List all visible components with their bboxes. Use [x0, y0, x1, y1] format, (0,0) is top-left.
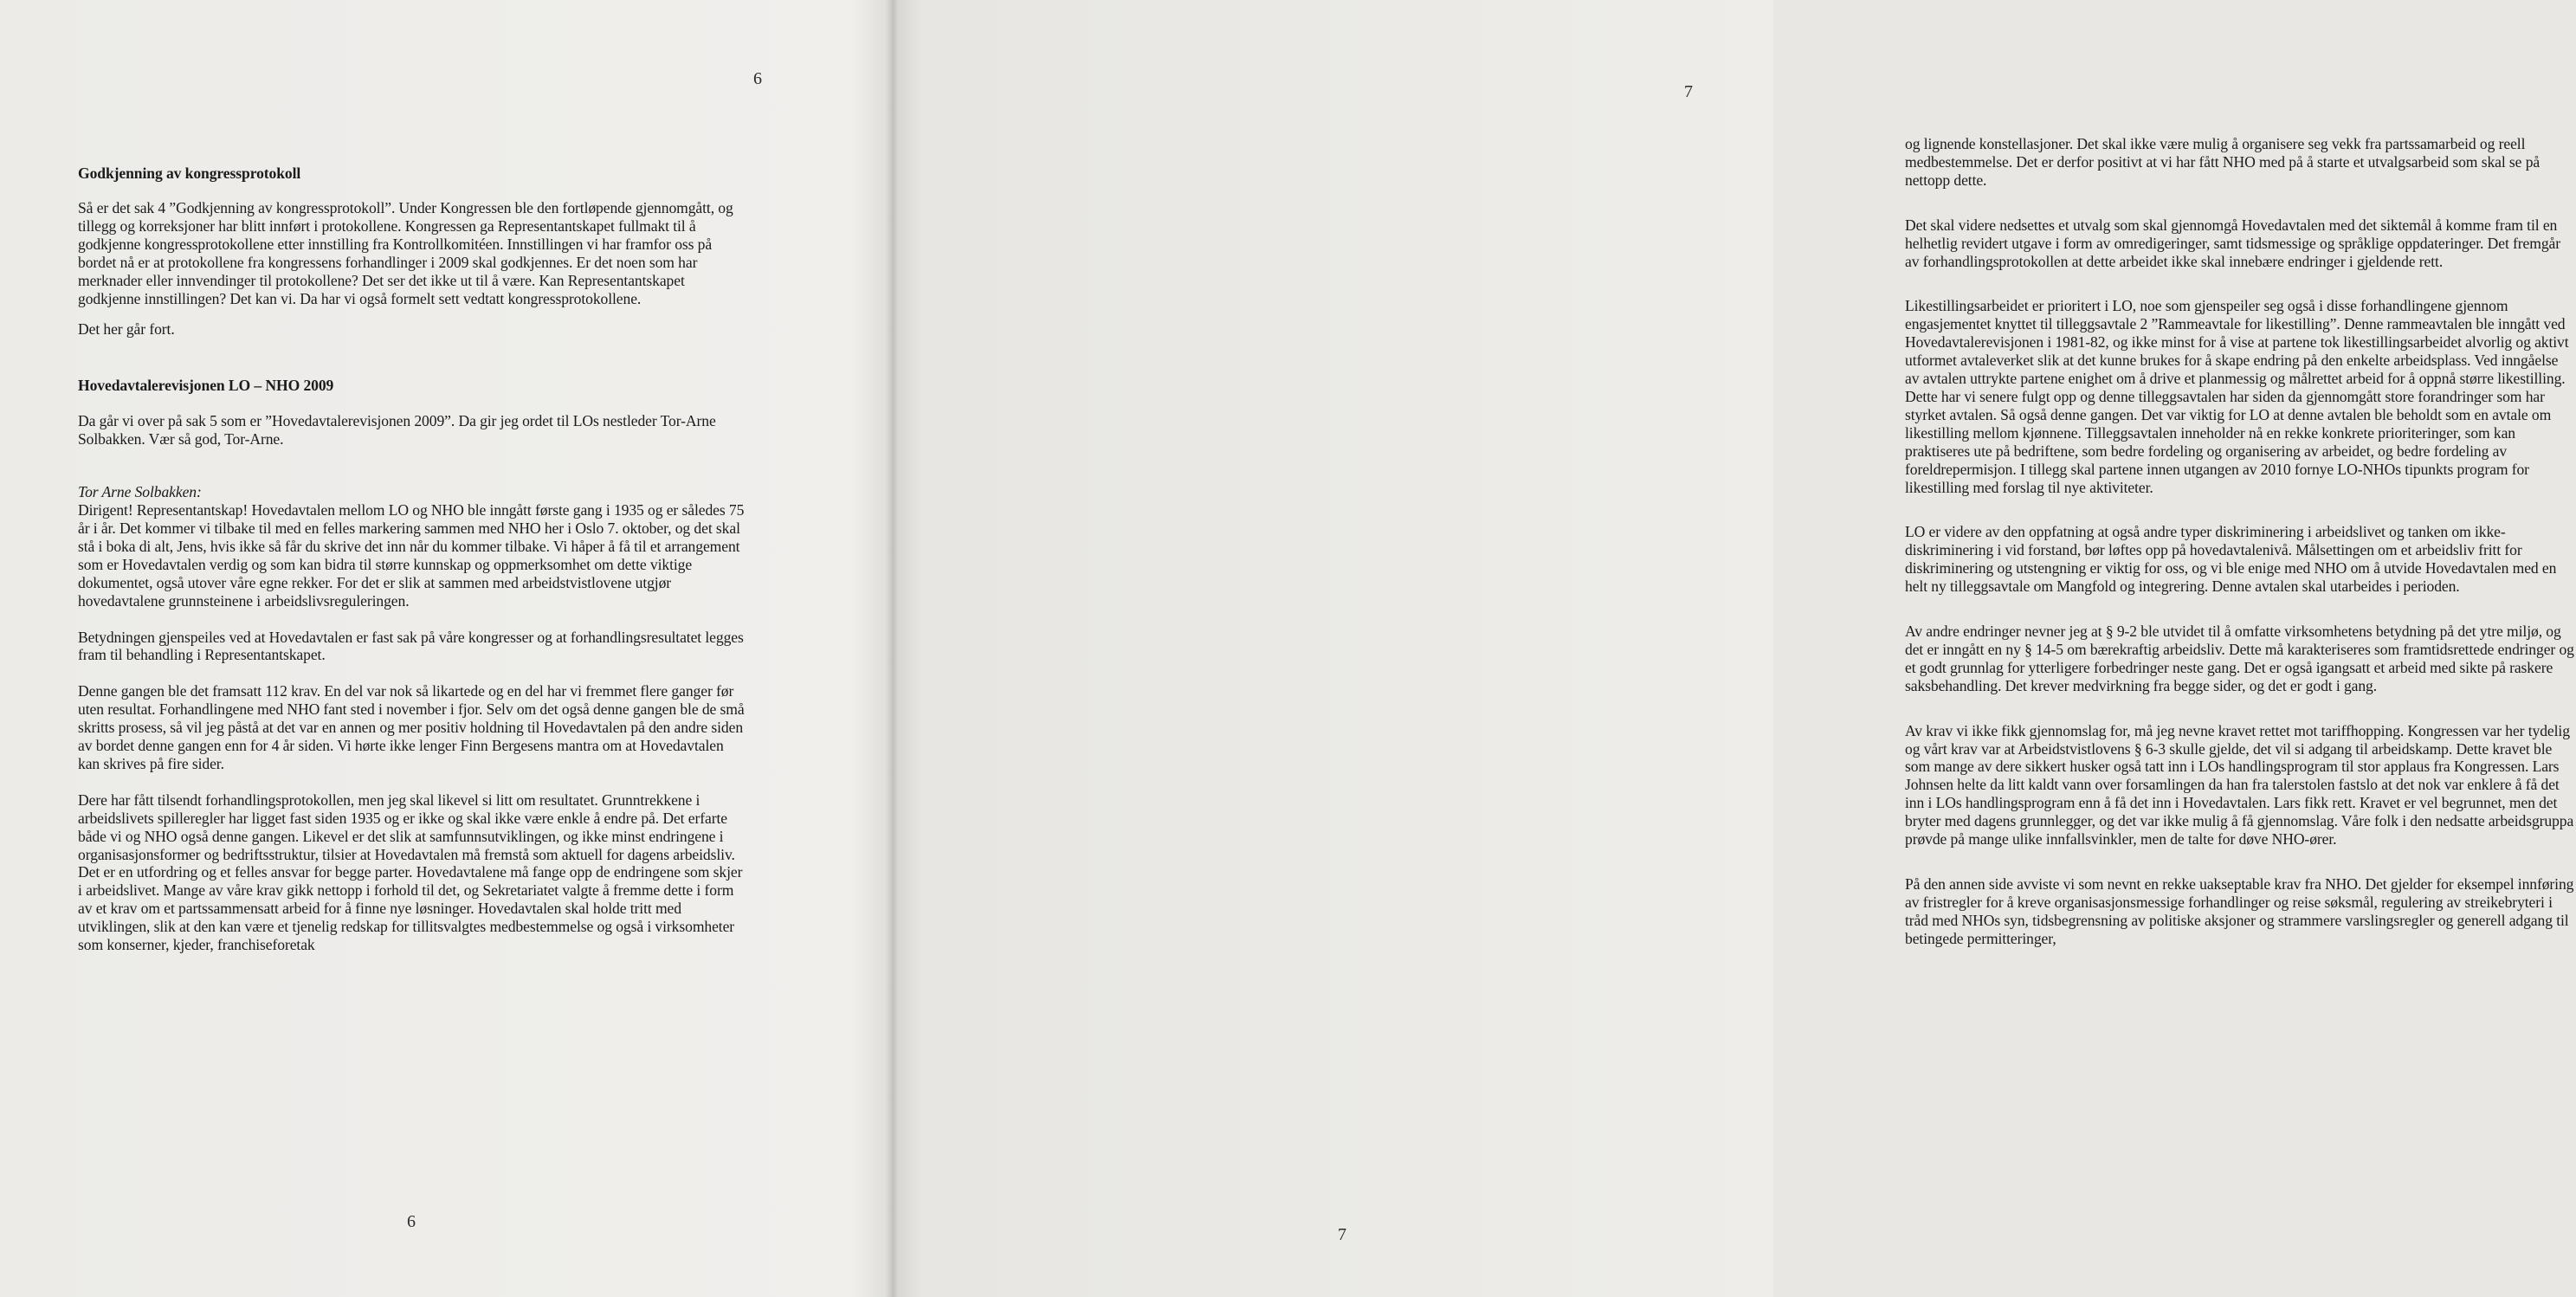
paragraph: Betydningen gjenspeiles ved at Hovedavtalen er fast sak på våre kongresser og at forhandlingsresultatet legges fram til behandling i Representantskapet. — [78, 628, 744, 664]
paragraph: Av andre endringer nevner jeg at § 9-2 ble utvidet til å omfatte virksomhetens betydning på det ytre miljø, og det er inngått en ny § 14-5 om bærekraftig arbeidsliv. Dette må karakteriseres som framtidsrettede endringer og et godt grunnlag for ytterligere forbedringer neste gang. Det er også igangsatt et arbeid med sikte på raskere saksbehandling. Det krever medvirkning fra begge sider, og det er godt i gang. — [1905, 623, 2574, 694]
paragraph: Denne gangen ble det framsatt 112 krav. En del var nok så likartede og en del har vi fremmet flere ganger før uten resultat. Forhandlingene med NHO fant sted i november i fjor. Selv om det også denne gangen ble de små skritts prosess, så vil jeg påstå at det var en annen og mer positiv holdning til Hovedavtalen på den andre siden av bordet denne gangen enn for 4 år siden. Vi hørte ikke lenger Finn Bergesens mantra om at Hovedavtalen kan skrives på fire sider. — [78, 682, 745, 772]
paragraph: Likestillingsarbeidet er prioritert i LO, noe som gjenspeiler seg også i disse forhandlingene gjennom engasjementet knyttet til tilleggsavtale 2 ”Rammeavtale for likestilling”. Denne rammeavtalen ble inngått ved Hovedavtalerevisjonen i 1981-82, og ikke minst for å vise at partene tok likestillingsarbeidet alvorlig og aktivt utformet avtaleverket slik at det kunne brukes for å skape endring på den enkelte arbeidsplass. Ved inngåelse av avtalen uttrykte partene enighet om å drive et planmessig og målrettet arbeid for å oppnå større likestilling. Dette har vi senere fulgt opp og denne tilleggsavtalen har siden da gjennomgått store forandringer som har styrket avtalen. Så også denne gangen. Det var viktig for LO at denne avtalen ble beholdt som en avtale om likestilling mellom kjønnene. Tilleggsavtalen inneholder nå en rekke konkrete prioriteringer, som kan praktiseres ute på bedriftene, som bedre fordeling og organisering av arbeidet, og bedre fordeling av foreldrepermisjon. I tillegg skal partene innen utgangen av 2010 fornye LO-NHOs tipunkts program for likestilling med forslag til nye aktiviteter. — [1905, 297, 2569, 496]
paragraph: Da går vi over på sak 5 som er ”Hovedavtalerevisjonen 2009”. Da gir jeg ordet til LOs nestleder Tor-Arne Solbakken. Vær så god, Tor-Arne. — [78, 412, 716, 448]
section-heading: Hovedavtalerevisjonen LO – NHO 2009 — [78, 377, 334, 395]
page-number-bottom: 6 — [407, 1212, 416, 1231]
left-text-column — [78, 69, 749, 954]
page-number-top: 6 — [753, 69, 762, 88]
paragraph: Det skal videre nedsettes et utvalg som skal gjennomgå Hovedavtalen med det siktemål å komme fram til en helhetlig revidert utgave i form av omredigeringer, samt tidsmessige og språklige oppdateringer. Det fremgår av forhandlingsprotokollen at dette arbeidet ikke skal innebære endringer i gjeldende rett. — [1905, 216, 2561, 270]
paragraph: Det her går fort. — [78, 320, 175, 339]
page-number-top: 7 — [1684, 82, 1693, 101]
section-heading: Godkjenning av kongressprotokoll — [78, 165, 301, 182]
paragraph: Av krav vi ikke fikk gjennomslag for, må jeg nevne kravet rettet mot tariffhopping. Kongressen var her tydelig og vårt krav var at Arbeidstvistlovens § 6-3 skulle gjelde, det vil si adgang til arbeidskamp. Dette kravet ble som mange av dere sikkert husker også tatt inn i LOs handlingsprogram til stor applaus fra Kongressen. Lars Johnsen helte da litt kaldt vann over forsamlingen da han fra talerstolen fastslo at det nok var enklere å få det inn i LOs handlingsprogram enn å få det inn i Hovedavtalen. Lars fikk rett. Kravet er vel begrunnet, men det bryter med dagens grunnlegger, og det var ikke mulig å få gjennomslag. Våre folk i den nedsatte arbeidsgruppa prøvde på mange ulike innfallsvinkler, men de talte for døve NHO-ører. — [1905, 721, 2574, 849]
paragraph: Dere har fått tilsendt forhandlingsprotokollen, men jeg skal likevel si litt om resultatet. Grunntrekkene i arbeidslivets spilleregler har ligget fast siden 1935 og er ikke og skal ikke være enkle å endre på. Det erfarte både vi og NHO også denne gangen. Likevel er det slik at samfunnsutviklingen, og ikke minst endringene i organisasjonsformer og bedriftsstruktur, tilsier at Hovedavtalen må fremstå som aktuell for dagens arbeidsliv. Det er en utfordring og et felles ansvar for begge parter. Hovedavtalene må fange opp de endringene som skjer i arbeidslivet. Mange av våre krav gikk nettopp i forhold til det, og Sekretariatet valgte å fremme dette i form av et krav om et partssammensatt arbeid for å finne nye løsninger. Hovedavtalen skal holde tritt med utviklingen, slik at den kan være et tjenelig redskap for tillitsvalgtes medbestemmelse og også i virksomheter som konserner, kjeder, franchiseforetak — [78, 790, 743, 954]
paragraph: Så er det sak 4 ”Godkjenning av kongressprotokoll”. Under Kongressen ble den fortløpende gjennomgått, og tillegg og korreksjoner har blitt innført i protokollene. Kongressen ga Representantskapet fullmakt til å godkjenne kongressprotokollene etter innstilling fra Kontrollkomitéen. Innstillingen vi har framfor oss på bordet nå er at protokollene fra kongressens forhandlinger i 2009 skal godkjennes. Er det noen som har merknader eller innvendinger til protokollene? Det ser det ikke ut til å være. Kan Representantskapet godkjenne innstillingen? Det kan vi. Da har vi også formelt sett vedtatt kongressprotokollene. — [78, 199, 733, 307]
page-number-bottom: 7 — [1338, 1225, 1346, 1244]
paragraph: På den annen side avviste vi som nevnt en rekke uakseptable krav fra NHO. Det gjelder for eksempel innføring av fristregler for å kreve organisasjonsmessige forhandlinger og reise søksmål, regulering av streikebryteri i tråd med NHOs syn, tidsbegrensning av politiske aksjoner og strammere varslingsregler og generell adgang til betingede permitteringer, — [1905, 875, 2574, 947]
speaker-name: Tor Arne Solbakken: — [78, 483, 202, 501]
right-page — [896, 0, 2574, 1297]
right-text-column — [1905, 135, 2576, 948]
left-page — [0, 0, 888, 1297]
paragraph: Dirigent! Representantskap! Hovedavtalen mellom LO og NHO ble inngått første gang i 1935 og er således 75 år i år. Det kommer vi tilbake til med en felles markering sammen med NHO her i Oslo 7. oktober, og det skal stå i boka di alt, Jens, hvis ikke så får du skrive det inn når du kommer tilbake. Vi håper å få til et arrangement som er Hovedavtalen verdig og som kan bidra til større kunnskap og oppmerksomhet om dette viktige dokumentet, også utover våre egne rekker. For det er slik at sammen med arbeidstvistlovene utgjør hovedavtalene grunnsteinene i arbeidslivsreguleringen. — [78, 501, 745, 610]
paragraph: og lignende konstellasjoner. Det skal ikke være mulig å organisere seg vekk fra partssamarbeid og reell medbestemmelse. Det er derfor positivt at vi har fått NHO med på å starte et utvalgsarbeid som skal se på nettopp dette. — [1905, 135, 2540, 189]
paragraph: LO er videre av den oppfatning at også andre typer diskriminering i arbeidslivet og tanken om ikke-diskriminering i vid forstand, bør løftes opp på hovedavtalenivå. Målsettingen om et arbeidsliv fritt for diskriminering og utstengning er viktig for oss, og vi ble enige med NHO om å utvide Hovedavtalen med en helt ny tilleggsavtale om Mangfold og integrering. Denne avtalen skal utarbeides i perioden. — [1905, 523, 2557, 596]
